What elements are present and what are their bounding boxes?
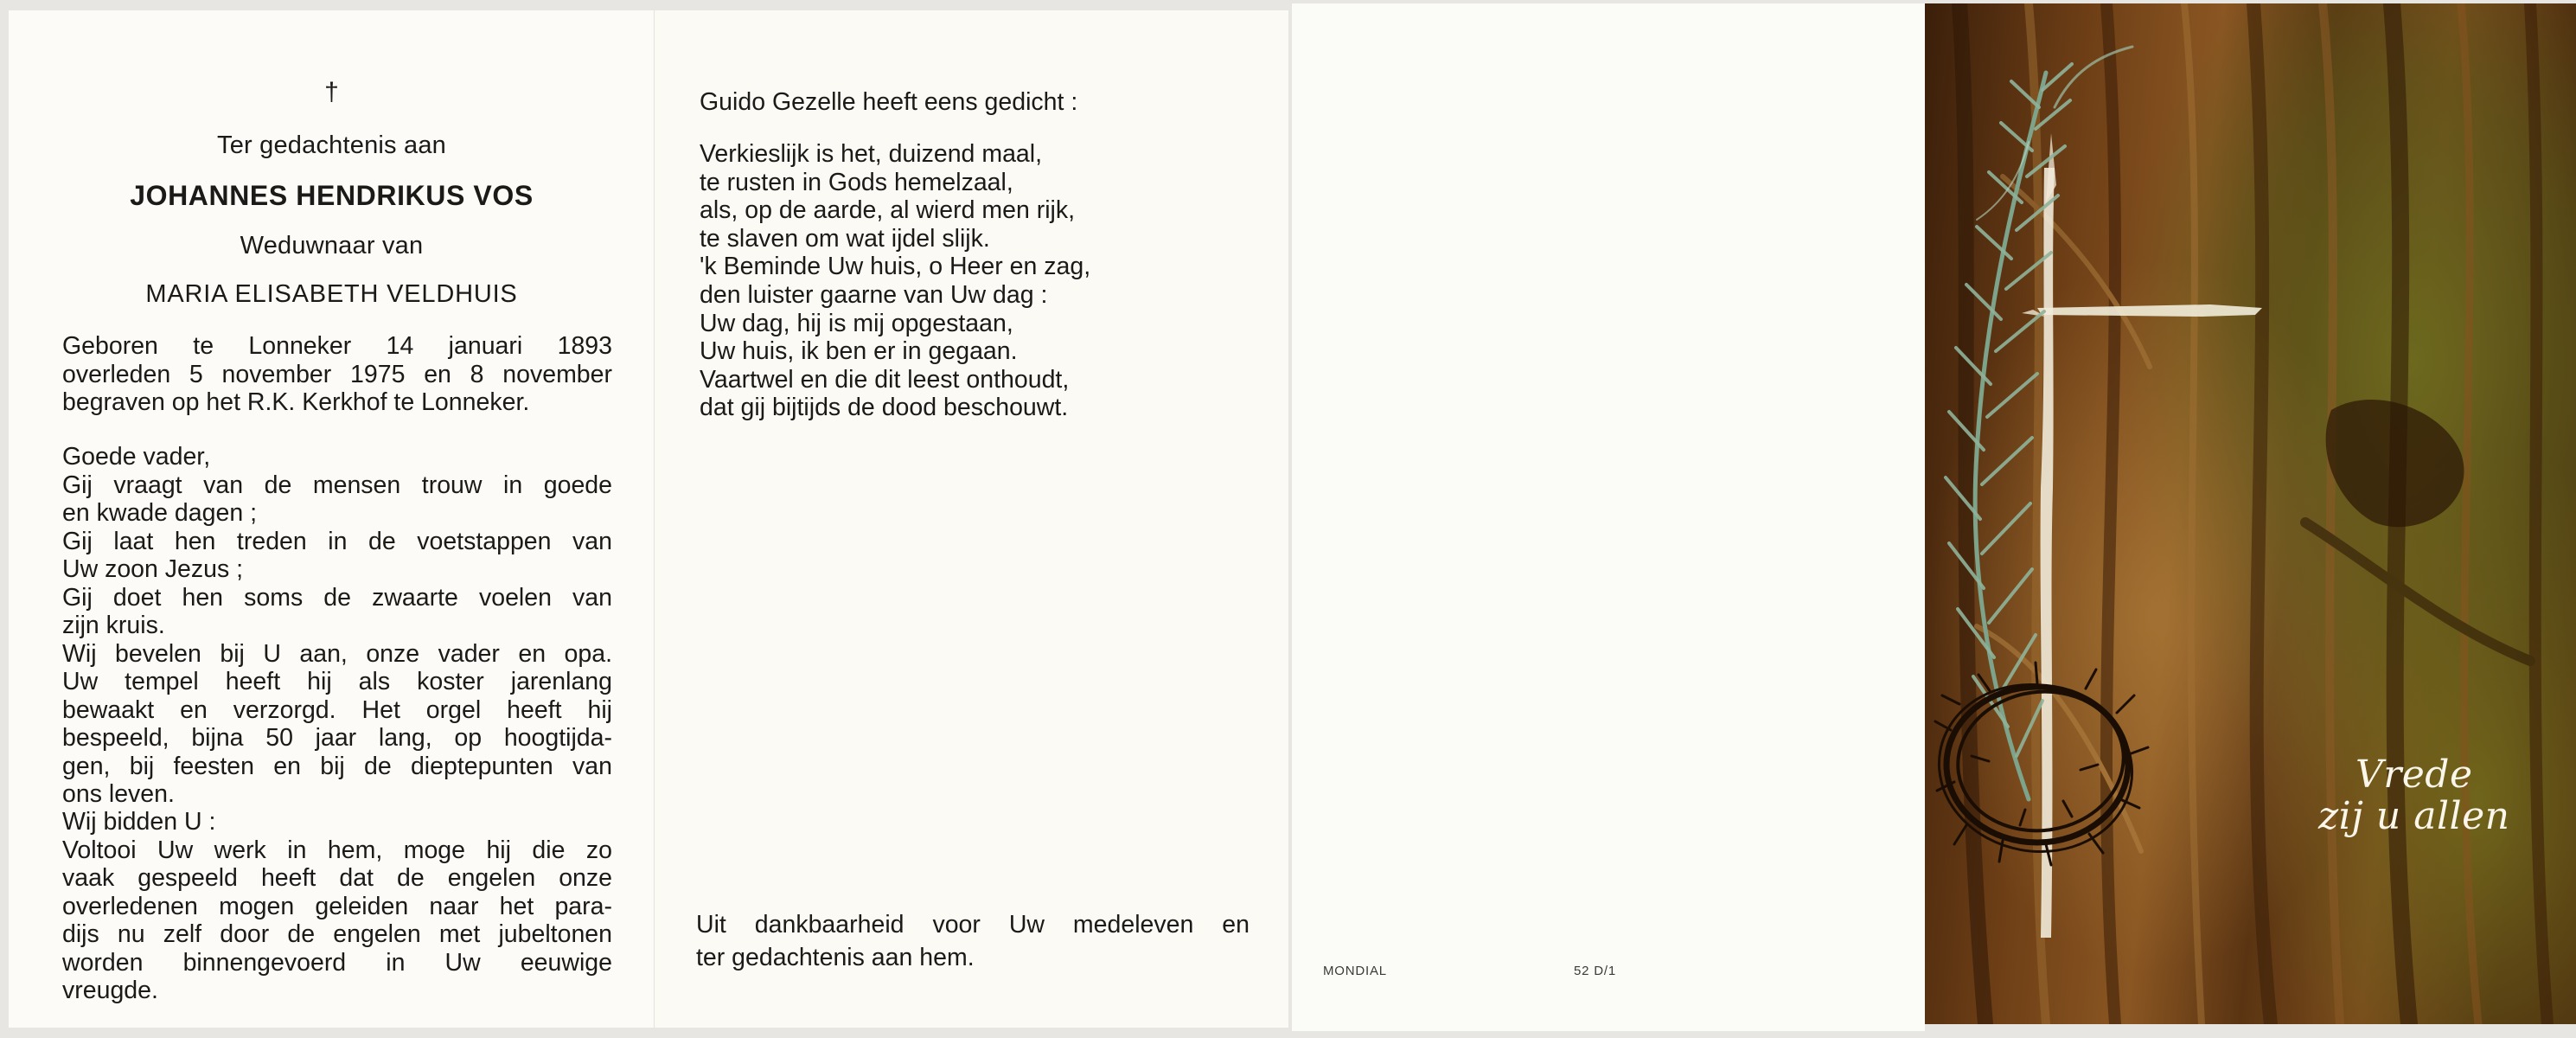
- widower-of-label: Weduwnaar van: [240, 232, 424, 260]
- text-line: Gij vraagt van de mensen trouw in goede: [62, 471, 612, 499]
- motto-line: Vrede: [2355, 753, 2473, 797]
- text-line: Goede vader,: [62, 443, 211, 471]
- text-line: zijn kruis.: [62, 612, 165, 639]
- memorial-text-panel: [9, 10, 655, 1028]
- text-line: en kwade dagen ;: [62, 499, 258, 527]
- poem-line: dat gij bijtijds de dood beschouwt.: [700, 394, 1069, 422]
- text-line: vaak gespeeld heeft dat de engelen onze: [62, 864, 612, 892]
- poem-line: den luister gaarne van Uw dag :: [700, 280, 1048, 309]
- birth-death-paragraph: [62, 332, 612, 417]
- prayer-paragraph: [62, 808, 612, 1005]
- card-code: 52 D/1: [1574, 964, 1616, 978]
- poem-line: te slaven om wat ijdel slijk.: [700, 224, 990, 253]
- text-line: ons leven.: [62, 780, 175, 808]
- spouse-name: MARIA ELISABETH VELDHUIS: [145, 280, 518, 308]
- poem-line: Uw huis, ik ben er in gegaan.: [700, 337, 1018, 366]
- poem-line: te rusten in Gods hemelzaal,: [700, 168, 1013, 196]
- peace-motto: [2318, 754, 2509, 837]
- text-line: Voltooi Uw werk in hem, moge hij die zo: [62, 836, 612, 864]
- gratitude-line: ter gedachtenis aan hem.: [696, 944, 975, 971]
- text-line: Uw tempel heeft hij als koster jarenlang: [62, 668, 612, 695]
- poem-line: als, op de aarde, al wierd men rijk,: [700, 196, 1076, 225]
- text-line: vreugde.: [62, 977, 158, 1004]
- blank-back-panel: [1292, 3, 1925, 1031]
- poem-text: [700, 140, 1090, 422]
- text-line: bewaakt en verzorgd. Het orgel heeft hij: [62, 695, 612, 724]
- text-line: gen, bij feesten en bij de dieptepunten van: [62, 752, 612, 780]
- text-line: worden binnengevoerd in Uw eeuwige: [62, 948, 612, 977]
- wood-painting: [1925, 3, 2576, 1024]
- burial-line: begraven op het R.K. Kerkhof te Lonneker.: [62, 388, 530, 416]
- gratitude-note: [696, 908, 1250, 974]
- cross-symbol: †: [324, 78, 339, 106]
- birth-line: Geboren te Lonneker 14 januari 1893: [62, 332, 612, 360]
- text-line: Uw zoon Jezus ;: [62, 555, 244, 583]
- poem-intro: Guido Gezelle heeft eens gedicht :: [700, 88, 1078, 116]
- motto-line: zij u allen: [2318, 794, 2510, 838]
- poem-panel: [655, 10, 1288, 1028]
- publisher-imprint: MONDIAL: [1323, 964, 1387, 978]
- good-father-paragraph: [62, 443, 612, 809]
- poem-line: Uw dag, hij is mij opgestaan,: [700, 309, 1013, 337]
- death-line: overleden 5 november 1975 en 8 november: [62, 360, 612, 388]
- poem-line: 'k Beminde Uw huis, o Heer en zag,: [700, 253, 1091, 281]
- text-line: Wij bidden U :: [62, 808, 216, 836]
- deceased-name: JOHANNES HENDRIKUS VOS: [130, 180, 534, 211]
- text-line: bespeeld, bijna 50 jaar lang, op hoogtijda-: [62, 724, 612, 752]
- picture-panel: [1925, 3, 2576, 1024]
- text-line: Wij bevelen bij U aan, onze vader en opa.: [62, 639, 612, 668]
- in-memory-of-heading: Ter gedachtenis aan: [217, 131, 446, 159]
- text-line: dijs nu zelf door de engelen met jubeltonen: [62, 920, 612, 948]
- text-line: Gij doet hen soms de zwaarte voelen van: [62, 583, 612, 612]
- text-line: Gij laat hen treden in de voetstappen van: [62, 527, 612, 555]
- text-line: overledenen mogen geleiden naar het para-: [62, 892, 612, 920]
- poem-line: Vaartwel en die dit leest onthoudt,: [700, 365, 1070, 394]
- poem-line: Verkieslijk is het, duizend maal,: [700, 140, 1043, 168]
- gratitude-line: Uit dankbaarheid voor Uw medeleven en: [696, 911, 1250, 939]
